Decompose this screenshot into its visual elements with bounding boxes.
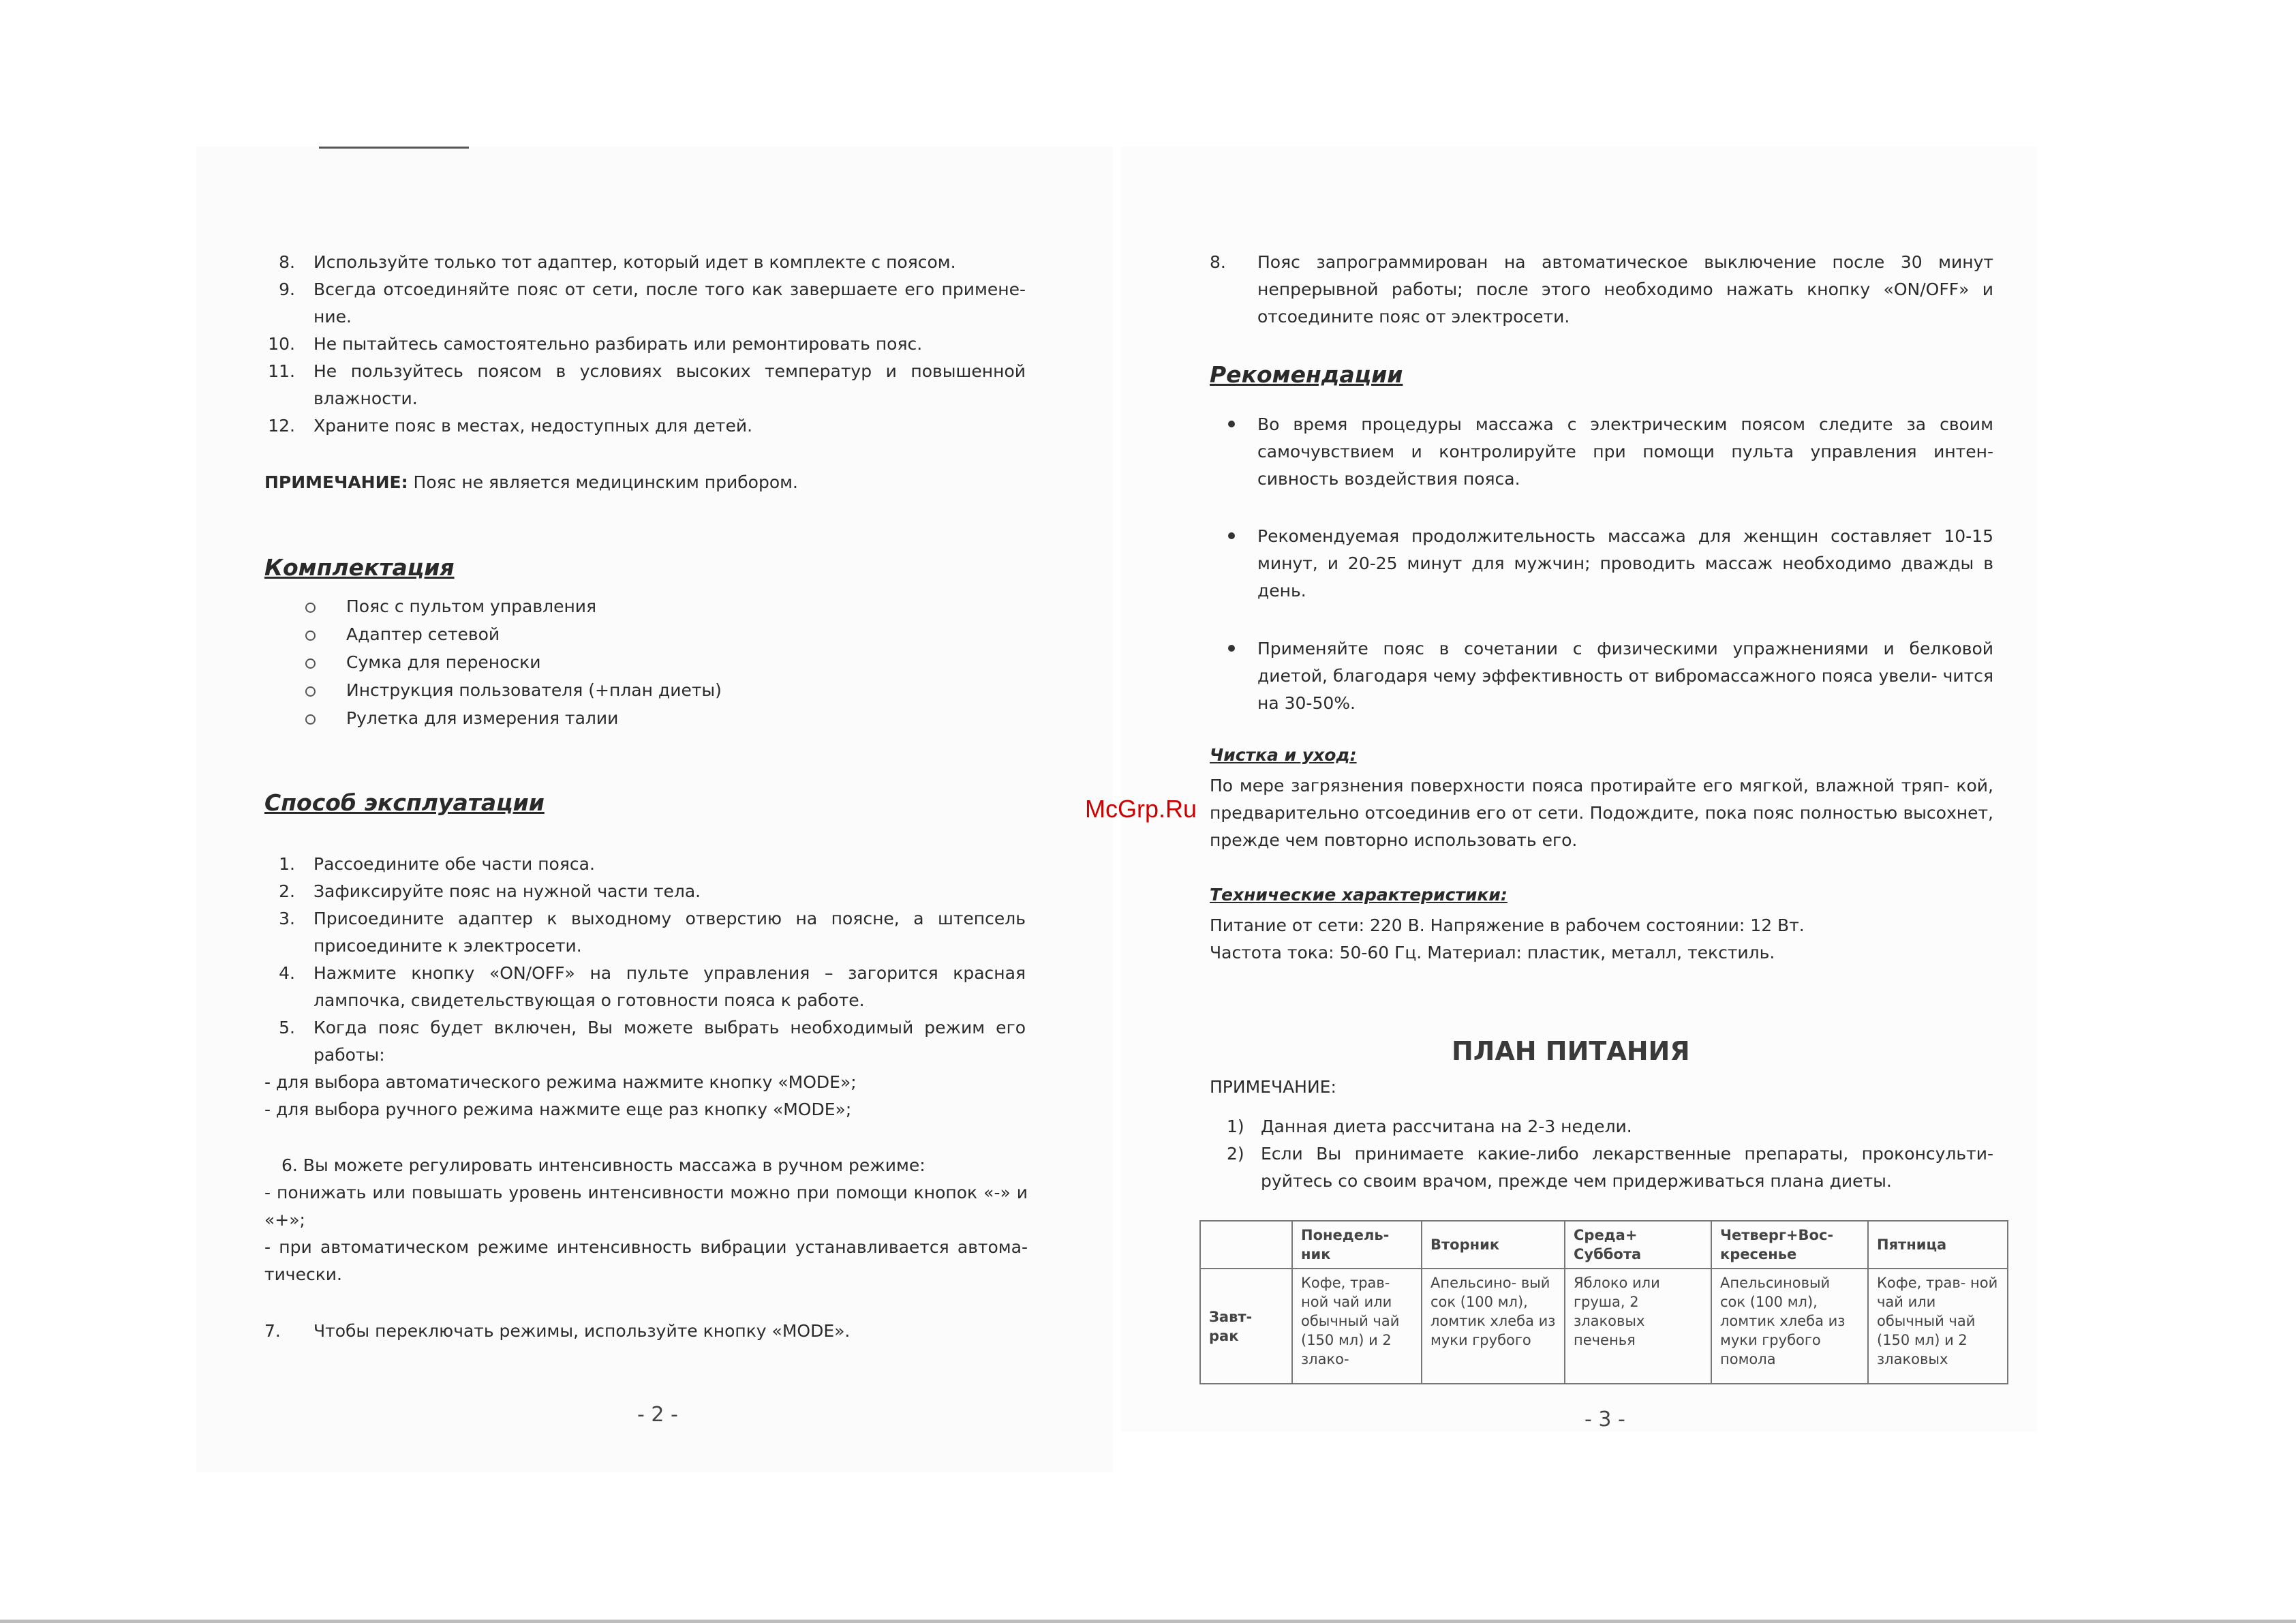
plan-item: Данная диета рассчитана на 2-3 недели. (1261, 1117, 1632, 1136)
step-number: 7. (264, 1321, 281, 1341)
cell-text: Апельсиновый сок (100 мл), ломтик хлеба из муки грубого помола (1720, 1275, 1846, 1367)
page-number: - 2 - (637, 1403, 678, 1427)
table-cell (1422, 1269, 1565, 1384)
tech-line: Частота тока: 50-60 Гц. Материал: пластик, металл, текстиль. (1210, 943, 1775, 962)
note-label: ПРИМЕЧАНИЕ: (264, 472, 408, 492)
step-number: 4. (279, 963, 295, 983)
step-text: Нажмите кнопку «ON/OFF» на пульте управления – загорится красная лампочка, свидетельствующая о готовности пояса к работе. (313, 963, 1026, 1010)
circle-bullet-icon (305, 658, 316, 669)
step-number: 2. (279, 881, 295, 901)
table-cell (1565, 1269, 1711, 1384)
bottom-border (0, 1620, 2296, 1623)
plan-item-number: 2) (1227, 1144, 1244, 1164)
circle-bullet-icon (305, 603, 316, 613)
cell-text: Кофе, трав- ной чай или обычный чай (150 мл) и 2 злако- (1301, 1275, 1400, 1367)
bullet-icon (1228, 532, 1235, 539)
list-item: Не пытайтесь самостоятельно разбирать или ремонтировать пояс. (313, 334, 923, 354)
tech-heading: Технические характеристики: (1210, 885, 1507, 905)
left-page (196, 147, 1113, 1472)
table-cell (1868, 1269, 2008, 1384)
row-label: Завт- рак (1200, 1269, 1292, 1384)
list-number: 9. (279, 279, 295, 299)
step-six: 6. Вы можете регулировать интенсивность массажа в ручном режиме: (281, 1155, 925, 1175)
plan-note: ПРИМЕЧАНИЕ: (1210, 1077, 1336, 1097)
tech-line: Питание от сети: 220 В. Напряжение в рабочем состоянии: 12 Вт. (1210, 915, 1805, 935)
plan-item-number: 1) (1227, 1117, 1244, 1136)
table-header-cell: Вторник (1422, 1221, 1565, 1269)
circle-bullet-icon (305, 714, 316, 725)
table-cell (1292, 1269, 1422, 1384)
recommendations-heading: Рекомендации (1210, 361, 1403, 388)
step-six-line: - при автоматическом режиме интенсивность вибрации устанавливается автома- тически. (264, 1237, 1028, 1284)
table-header-cell: Четверг+Вос- кресенье (1711, 1221, 1868, 1269)
list-number: 8. (1210, 252, 1226, 272)
plan-item: Если Вы принимаете какие-либо лекарственные препараты, проконсульти- руйтесь со своим врачом, прежде чем придерживаться плана диеты. (1261, 1144, 1993, 1191)
table-header-cell: Среда+ Суббота (1565, 1221, 1711, 1269)
circle-bullet-icon (305, 686, 316, 697)
kit-item: Инструкция пользователя (+план диеты) (346, 680, 722, 700)
step-six-line: - понижать или повышать уровень интенсивности можно при помощи кнопок «-» и «+»; (264, 1183, 1028, 1230)
cell-text: Яблоко или груша, 2 злаковых печенья (1574, 1275, 1660, 1348)
step-number: 3. (279, 909, 295, 928)
circle-bullet-icon (305, 631, 316, 641)
list-item: Всегда отсоединяйте пояс от сети, после того как завершаете его примене- ние. (313, 279, 1026, 327)
diet-table (1199, 1220, 2008, 1384)
kit-item: Адаптер сетевой (346, 624, 500, 644)
right-page (1121, 147, 2038, 1431)
usage-heading: Способ эксплуатации (264, 789, 545, 816)
list-item: Не пользуйтесь поясом в условиях высоких температур и повышенной влажности. (313, 361, 1026, 408)
list-number: 11. (268, 361, 295, 381)
table-header-cell (1200, 1221, 1292, 1269)
bullet-icon (1228, 645, 1235, 652)
note (264, 469, 1028, 496)
step-number: 5. (279, 1018, 295, 1037)
top-rule (319, 147, 469, 149)
care-text: По мере загрязнения поверхности пояса протирайте его мягкой, влажной тряп- кой, предварительно отсоединив его от сети. Подождите, пока пояс полностью высохнет, прежде чем повторно использовать его. (1210, 776, 1993, 850)
list-number: 8. (279, 252, 295, 272)
step-text: Когда пояс будет включен, Вы можете выбрать необходимый режим его работы: (313, 1018, 1026, 1065)
list-item: Используйте только тот адаптер, который идет в комплекте с поясом. (313, 252, 956, 272)
list-item: Храните пояс в местах, недоступных для детей. (313, 416, 753, 436)
mode-line: - для выбора автоматического режима нажмите кнопку «MODE»; (264, 1072, 857, 1092)
mode-line: - для выбора ручного режима нажмите еще раз кнопку «MODE»; (264, 1099, 852, 1119)
bullet-icon (1228, 421, 1235, 427)
note-text: Пояс не является медицинским прибором. (408, 472, 798, 492)
step-text: Присоедините адаптер к выходному отверстию на поясне, а штепсель присоедините к электросети. (313, 909, 1026, 956)
table-cell (1711, 1269, 1868, 1384)
watermark: McGrp.Ru (1085, 795, 1197, 823)
step-number: 1. (279, 854, 295, 874)
list-number: 10. (268, 334, 295, 354)
cell-text: Кофе, трав- ной чай или обычный чай (150 мл) и 2 злаковых (1877, 1275, 1998, 1367)
kit-item: Пояс с пультом управления (346, 596, 597, 616)
page-number: - 3 - (1585, 1408, 1625, 1431)
table-header-cell: Пятница (1868, 1221, 2008, 1269)
recommendation-item: Во время процедуры массажа с электрическим поясом следите за своим самочувствием и контролируйте при помощи пульта управления интен- сивность воздействия пояса. (1257, 414, 1993, 489)
step-text: Рассоедините обе части пояса. (313, 854, 595, 874)
kit-heading: Комплектация (264, 554, 455, 581)
step-seven: Чтобы переключать режимы, используйте кнопку «MODE». (313, 1321, 851, 1341)
table-header-cell: Понедель- ник (1292, 1221, 1422, 1269)
cell-text: Апельсино- вый сок (100 мл), ломтик хлеба из муки грубого (1430, 1275, 1556, 1348)
kit-item: Рулетка для измерения талии (346, 708, 619, 728)
auto-off-item: Пояс запрограммирован на автоматическое выключение после 30 минут непрерывной работы; после этого необходимо нажать кнопку «ON/OFF» и отсоедините пояс от электросети. (1257, 252, 1993, 327)
step-text: Зафиксируйте пояс на нужной части тела. (313, 881, 701, 901)
table-header-row (1200, 1221, 2008, 1269)
recommendation-item: Рекомендуемая продолжительность массажа для женщин составляет 10-15 минут, и 20-25 минут для мужчин; проводить массаж необходимо дважды в день. (1257, 526, 1993, 601)
kit-item: Сумка для переноски (346, 652, 541, 672)
care-heading: Чистка и уход: (1210, 745, 1357, 765)
plan-title: ПЛАН ПИТАНИЯ (1452, 1036, 1690, 1066)
table-row (1200, 1269, 2008, 1384)
list-number: 12. (268, 416, 295, 436)
recommendation-item: Применяйте пояс в сочетании с физическими упражнениями и белковой диетой, благодаря чему эффективность от вибромассажного пояса увели- чится на 30-50%. (1257, 639, 1993, 713)
